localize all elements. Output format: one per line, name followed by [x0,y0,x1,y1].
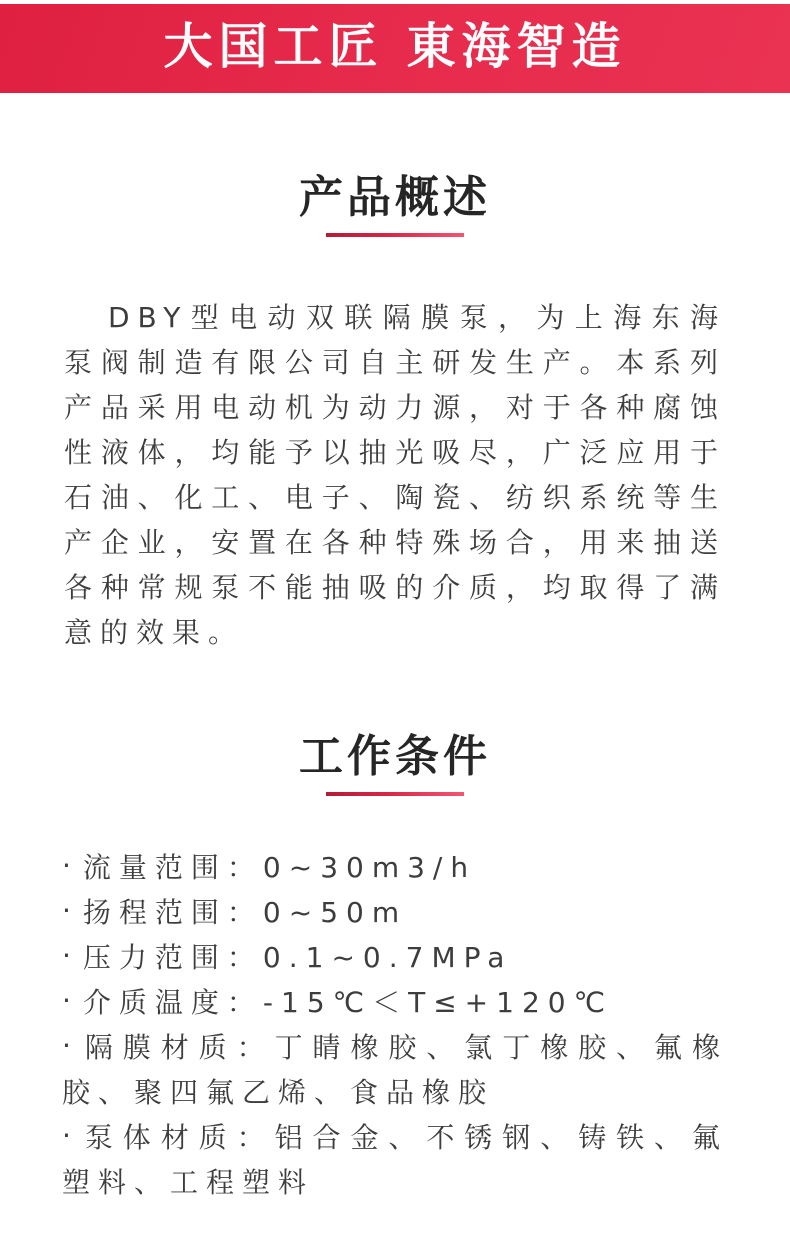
bottom-whitespace [0,1205,790,1237]
spec-list [62,845,728,1205]
spec-value: 铝合金、不锈钢、铸铁、氟塑料、工程塑料 [62,1121,728,1199]
spec-label: 压力范围： [82,941,263,974]
bullet-dot: · [62,1119,71,1152]
conditions-heading [0,731,790,796]
spec-item-diaphragm-material [62,1025,728,1115]
conditions-title: 工作条件 [299,731,491,782]
banner-slogan: 大国工匠 東海智造 [163,18,627,75]
spec-item-head-range [62,890,728,935]
section-product-overview [0,172,790,655]
section-working-conditions [0,731,790,1205]
spec-label: 泵体材质： [82,1121,275,1154]
spec-label: 流量范围： [82,851,263,884]
overview-paragraph: DBY型电动双联隔膜泵，为上海东海泵阀制造有限公司自主研发生产。本系列产品采用电动机为动力源，对于各种腐蚀性液体，均能予以抽光吸尽，广泛应用于石油、化工、电子、陶瓷、纺织系统等生产企业，安置在各种特殊场合，用来抽送各种常规泵不能抽吸的介质，均取得了满意的效果。 [64,301,726,649]
bullet-dot: · [62,849,71,882]
spec-value: 丁睛橡胶、氯丁橡胶、氟橡胶、聚四氟乙烯、食品橡胶 [62,1031,728,1109]
spec-label: 介质温度： [82,986,263,1019]
overview-title: 产品概述 [299,172,491,223]
overview-heading [0,172,790,237]
spec-label: 隔膜材质： [82,1031,275,1064]
spec-item-pressure-range [62,935,728,980]
spec-value: 0.1~0.7MPa [262,941,513,974]
overview-title-underline [326,233,464,237]
conditions-title-underline [326,792,464,796]
spec-value: 0~50m [262,896,408,929]
bullet-dot: · [62,984,71,1017]
spec-value: -15℃＜T≤+120℃ [262,986,614,1019]
spec-item-flow-range [62,845,728,890]
spec-item-medium-temperature [62,980,728,1025]
bullet-dot: · [62,894,71,927]
bullet-dot: · [62,939,71,972]
top-banner [0,4,790,93]
bullet-dot: · [62,1029,71,1062]
spec-value: 0~30m3/h [262,851,477,884]
spec-label: 扬程范围： [82,896,263,929]
spec-item-pump-body-material [62,1115,728,1205]
